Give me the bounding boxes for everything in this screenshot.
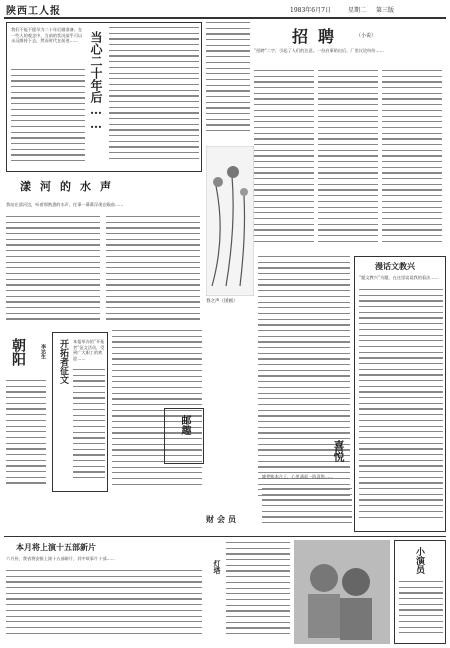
light-text	[226, 542, 290, 642]
painting-caption: 春之声（国画）	[206, 299, 238, 304]
article-member	[206, 514, 260, 534]
zhengwen-body: 本报举办的“开拓者”征文活动，受到广大职工的欢迎……	[73, 339, 105, 361]
issue-weekday: 星期二	[348, 7, 367, 14]
small-actor-text	[399, 581, 443, 641]
zhengwen-title: 开拓者征文	[58, 339, 68, 384]
article-recruit-text-3	[382, 70, 442, 250]
poem-title: 朝阳	[10, 338, 26, 366]
article-river-text-1	[6, 216, 100, 324]
article-bottom	[6, 540, 206, 644]
article-heart	[6, 22, 202, 172]
article-bottom-body: 六月份，我省将安排上演十五部新片，其中故事片十部……	[6, 556, 115, 561]
article-happy-text	[262, 488, 352, 528]
article-lyric-title: 漫话文教兴	[375, 261, 415, 271]
issue-date: 1983年6月7日	[290, 7, 331, 14]
poem-author: 李达生	[40, 344, 46, 359]
article-bottom-text	[6, 570, 202, 642]
article-river-body: 我站在漾河边，听着那熟悉的水声，往事一幕幕浮现在眼前……	[6, 202, 124, 207]
article-river-text-2	[106, 216, 200, 324]
actor-photo	[294, 540, 390, 644]
article-recruit-title: 招聘	[292, 27, 345, 46]
article-heart-body: 我们不能不提早为二十年后做准备。在一些人的观念中，当前的状况似乎可以永远维持下去，然而时代在前进……	[11, 27, 83, 44]
masthead-rule	[4, 17, 446, 19]
bottom-section-rule	[4, 536, 446, 537]
article-recruit-text-1	[254, 70, 314, 250]
article-recruit-body: “招聘”二字，引起了人们的注意。一份启事贴出后，厂里议论纷纷……	[254, 48, 384, 53]
article-heart-title: 当心二十年后……	[89, 31, 103, 131]
article-heart-text-right	[109, 27, 199, 167]
page-number: 第三版	[376, 7, 395, 14]
article-river-title: 漾河的水声	[20, 180, 120, 193]
article-happy	[262, 440, 354, 530]
article-member-title: 财会员	[206, 514, 239, 524]
stamp-title: 邮趣	[179, 415, 190, 435]
article-heart-text-left	[11, 69, 85, 167]
light-title: 灯塔	[213, 560, 222, 574]
article-happy-title: 喜悦	[332, 440, 345, 462]
masthead	[4, 2, 446, 16]
article-bottom-title: 本月将上演十五部新片	[16, 542, 96, 552]
column-mid-text	[206, 22, 250, 140]
article-lyric	[354, 256, 446, 532]
article-recruit	[252, 22, 446, 252]
zhengwen-box	[52, 332, 108, 492]
painting-image	[206, 146, 254, 296]
stamp-box	[164, 408, 204, 464]
article-lyric-body: “题文教兴”为题，在这里谈谈我的看法……	[359, 275, 439, 280]
article-happy-body: 她把账本合上，心里涌起一阵喜悦……	[262, 474, 334, 479]
paper-name: 陕西工人报	[6, 6, 61, 17]
article-recruit-subtitle: （小说）	[356, 33, 377, 39]
small-actor-title: 小演员	[414, 547, 424, 574]
poem-text	[6, 380, 46, 490]
article-lyric-text	[359, 289, 443, 527]
zhengwen-text	[73, 369, 105, 487]
small-actor-box	[394, 540, 446, 644]
article-river	[6, 176, 202, 326]
article-recruit-text-2	[318, 70, 378, 250]
